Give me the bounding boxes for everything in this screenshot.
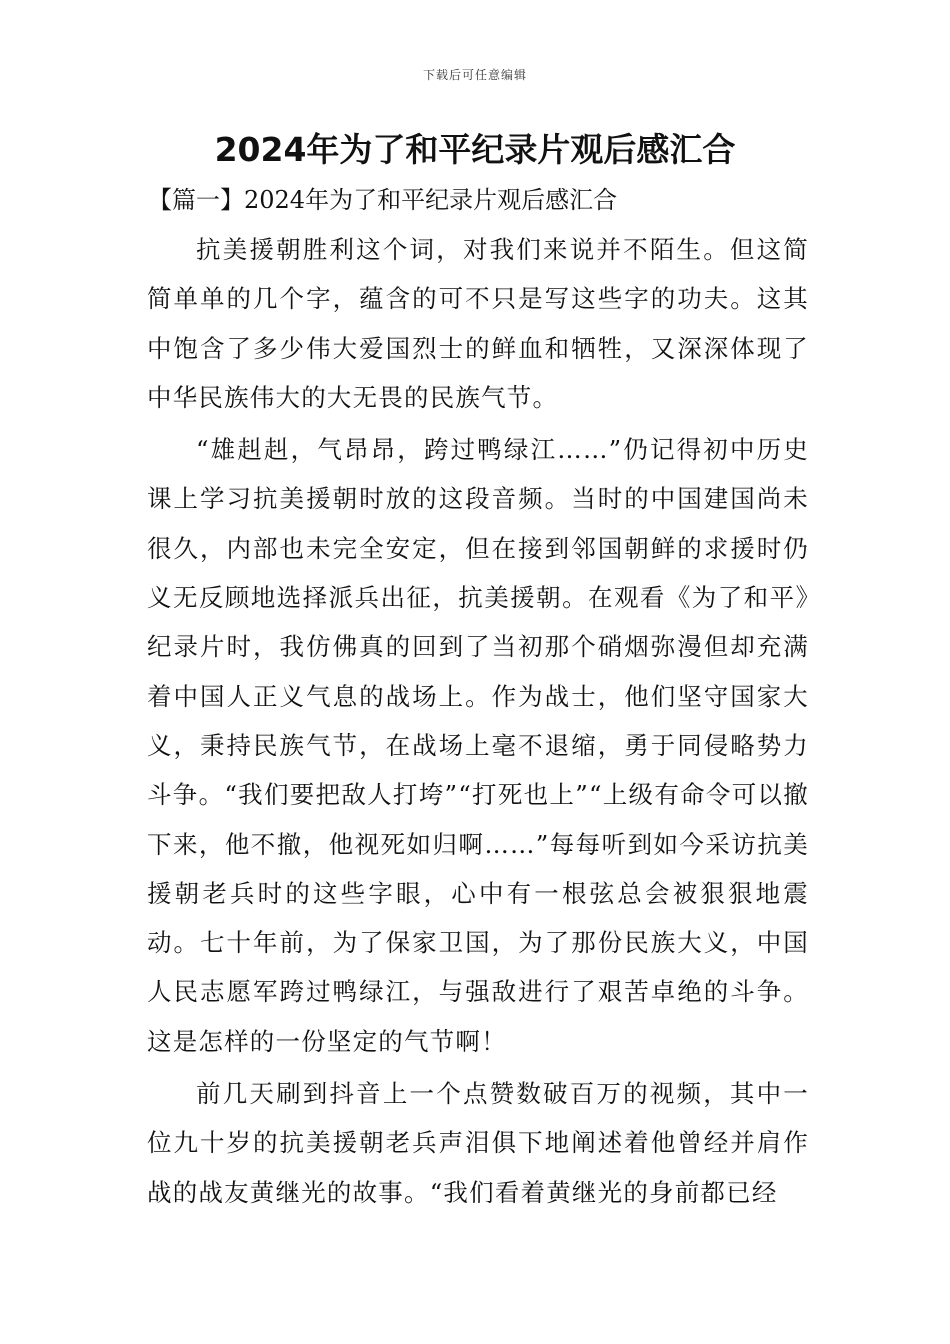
section-heading: 【篇一】2024年为了和平纪录片观后感汇合 — [148, 186, 618, 214]
paragraph: “雄赳赳，气昂昂，跨过鸭绿江……”仍记得初中历史课上学习抗美援朝时放的这段音频。当时的中国建国尚未很久，内部也未完全安定，但在接到邻国朝鲜的求援时仍义无反顾地选择派兵出征，抗美援朝。在观看《为了和平》纪录片时，我仿佛真的回到了当初那个硝烟弥漫但却充满着中国人正义气息的战场上。作为战士，他们坚守国家大义，秉持民族气节，在战场上毫不退缩，勇于同侵略势力斗争。“我们要把敌人打垮”“打死也上”“上级有命令可以撤下来，他不撤，他视死如归啊……”每每听到如今采访抗美援朝老兵时的这些字眼，心中有一根弦总会被狠狠地震动。七十年前，为了保家卫国，为了那份民族大义，中国人民志愿军跨过鸭绿江，与强敌进行了艰苦卓绝的斗争。这是怎样的一份坚定的气节啊！ — [147, 435, 809, 1056]
header-note: 下载后可任意编辑 — [422, 68, 527, 82]
paragraph: 抗美援朝胜利这个词，对我们来说并不陌生。但这简简单单的几个字，蕴含的可不只是写这些字的功夫。这其中饱含了多少伟大爱国烈士的鲜血和牺牲，又深深体现了中华民族伟大的大无畏的民族气节。 — [147, 235, 809, 412]
paragraph: 前几天刷到抖音上一个点赞数破百万的视频，其中一位九十岁的抗美援朝老兵声泪俱下地阐述着他曾经并肩作战的战友黄继光的故事。“我们看着黄继光的身前都已经 — [147, 1079, 809, 1207]
document-body — [147, 225, 809, 1220]
page-title: 2024年为了和平纪录片观后感汇合 — [214, 130, 736, 169]
